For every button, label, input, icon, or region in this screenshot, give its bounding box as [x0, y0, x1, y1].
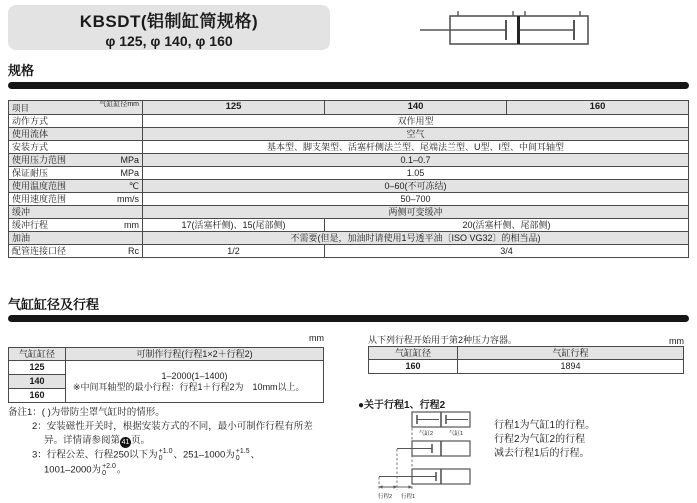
corner-item-label: 项目	[12, 103, 30, 114]
col-header-160: 160	[507, 101, 689, 115]
stroke-description	[494, 419, 595, 461]
stroke-col-header: 可制作行程(行程1×2＋行程2)	[66, 348, 324, 361]
tolerance-250: +1.0 0	[158, 448, 173, 462]
product-title-box	[8, 5, 330, 50]
section-divider-bar	[8, 82, 689, 89]
spec-row	[9, 141, 689, 154]
pressure-vessel-row	[369, 360, 684, 374]
spec-value: 0.1–0.7	[143, 154, 689, 167]
section-heading-bore-stroke: 气缸缸径及行程	[8, 297, 100, 312]
bore-value: 140	[9, 375, 66, 389]
remark-2-text-c: 页。	[131, 435, 151, 446]
col-header-140: 140	[325, 101, 507, 115]
bore-col-header: 气缸缸径	[9, 348, 66, 361]
spec-row	[9, 167, 689, 180]
bore-col-header: 气缸缸径	[369, 347, 458, 360]
pressure-vessel-note: 从下列行程开始用于第2种压力容器。	[368, 335, 518, 345]
item-unit: Rc	[128, 245, 139, 256]
spec-value: 0–60(不可冻结)	[143, 180, 689, 193]
item-label: 加油	[12, 232, 31, 243]
remark-2-label: 2：	[32, 421, 47, 432]
remark-1-text: ( )为带防尘罩气缸时的情形。	[41, 407, 165, 418]
remarks-block	[8, 406, 356, 477]
stroke-desc-line1: 行程1为气缸1的行程。	[494, 420, 596, 431]
stroke-info-heading: ●关于行程1、行程2	[358, 400, 446, 411]
item-label: 安装方式	[12, 141, 49, 152]
spec-header-row	[9, 101, 689, 115]
spec-value-140-160: 3/4	[325, 245, 689, 258]
spec-value: 50–700	[143, 193, 689, 206]
unit-label-mm: mm	[309, 333, 324, 343]
bore-value: 160	[9, 389, 66, 403]
remark-3-text-e: 。	[116, 464, 127, 476]
spec-row	[9, 115, 689, 128]
item-label: 使用温度范围	[12, 180, 67, 191]
remark-3-line1	[8, 448, 356, 463]
pressure-vessel-table	[368, 346, 684, 374]
spec-value: 两侧可变缓冲	[143, 206, 689, 219]
corner-bore-label: 气缸缸径mm	[99, 101, 139, 108]
item-label: 配管连接口径	[12, 245, 67, 256]
spec-row	[9, 154, 689, 167]
bore-row	[9, 361, 324, 375]
stroke-range-cell	[66, 361, 324, 403]
cyl1-label: 气缸1	[448, 431, 464, 437]
item-label: 缓冲	[12, 206, 31, 217]
spec-row	[9, 219, 689, 232]
remark-2-line2	[8, 434, 356, 448]
tolerance-2000: +2.0 0	[102, 462, 116, 477]
tolerance-1000: +1.5 0	[235, 448, 250, 462]
item-unit: ℃	[128, 180, 139, 191]
spec-corner-cell	[9, 101, 143, 115]
stroke-note: ※中间耳轴型的最小行程：行程1＋行程2为 10mm以上。	[73, 381, 305, 392]
page-number-badge: 41	[121, 439, 130, 446]
item-unit: MPa	[120, 167, 139, 178]
spec-value: 不需要(但是，加油时请使用1号透平油〔ISO VG32〕的相当品)	[143, 232, 689, 245]
stroke-range: 1–2000(1–1400)	[161, 371, 228, 382]
cyl2-label: 气缸2	[418, 431, 434, 437]
item-label: 缓冲行程	[12, 219, 49, 230]
stroke-desc-line3: 减去行程1后的行程。	[494, 448, 590, 459]
spec-row	[9, 128, 689, 141]
spec-row	[9, 232, 689, 245]
spec-value: 1.05	[143, 167, 689, 180]
item-label: 动作方式	[12, 115, 49, 126]
spec-value-140-160: 20(活塞杆侧、尾部侧)	[325, 219, 689, 232]
remark-3-text-c: 、	[250, 449, 261, 461]
remark-2-text-b: 异。详情请参阅第	[44, 435, 121, 446]
spec-value-125: 1/2	[143, 245, 325, 258]
col-header-125: 125	[143, 101, 325, 115]
remark-3-text-b: 、251–1000为	[173, 449, 235, 461]
section-divider-bar	[8, 315, 689, 322]
spec-row	[9, 206, 689, 219]
item-label: 保证耐压	[12, 167, 49, 178]
item-unit: mm	[124, 219, 139, 230]
spec-value-125: 17(活塞杆侧)、15(尾部侧)	[143, 219, 325, 232]
spec-value: 空气	[143, 128, 689, 141]
item-unit: mm/s	[117, 193, 139, 204]
spec-row	[9, 193, 689, 206]
stroke-diagram	[368, 408, 490, 500]
stroke-desc-line2: 行程2为气缸2的行程	[494, 434, 586, 445]
bore-stroke-header-row	[9, 348, 324, 361]
stroke-col-header: 气缸行程	[458, 347, 684, 360]
spec-value: 基本型、脚支架型、活塞杆侧法兰型、尾端法兰型、U型、I型、中间耳轴型	[143, 141, 689, 154]
stroke1-label: 行程1	[400, 494, 416, 500]
stroke-value: 1894	[458, 360, 684, 374]
item-unit: MPa	[120, 154, 139, 165]
unit-label-mm: mm	[669, 336, 684, 346]
item-label: 使用速度范围	[12, 193, 67, 204]
bore-stroke-table	[8, 347, 324, 403]
spec-table	[8, 100, 689, 258]
pressure-vessel-header-row	[369, 347, 684, 360]
bore-value: 125	[9, 361, 66, 375]
remark-3-text-d: 1001–2000为	[44, 464, 102, 476]
remark-1-label: 备注1：	[8, 407, 42, 418]
stroke2-label: 行程2	[377, 494, 393, 500]
remark-3-label: 3：	[32, 449, 47, 461]
spec-row	[9, 180, 689, 193]
remark-3-text-a: 行程公差、行程250以下为	[46, 449, 158, 461]
remark-3-line2	[8, 463, 356, 478]
item-label: 使用流体	[12, 128, 49, 139]
remark-1	[8, 406, 356, 420]
remark-2-line1	[8, 420, 356, 434]
product-bore-sizes: φ 125, φ 140, φ 160	[105, 32, 233, 49]
spec-row	[9, 245, 689, 258]
remark-2-text-a: 安装磁性开关时，根据安装方式的不同，最小可制作行程有所差	[46, 421, 313, 432]
tandem-cylinder-diagram	[420, 8, 605, 52]
spec-value: 双作用型	[143, 115, 689, 128]
product-title: KBSDT(铝制缸筒规格)	[79, 11, 259, 31]
section-heading-specs: 规格	[8, 63, 35, 78]
pressure-vessel-note-row	[368, 333, 684, 346]
bore-value: 160	[369, 360, 458, 374]
item-label: 使用压力范围	[12, 154, 67, 165]
